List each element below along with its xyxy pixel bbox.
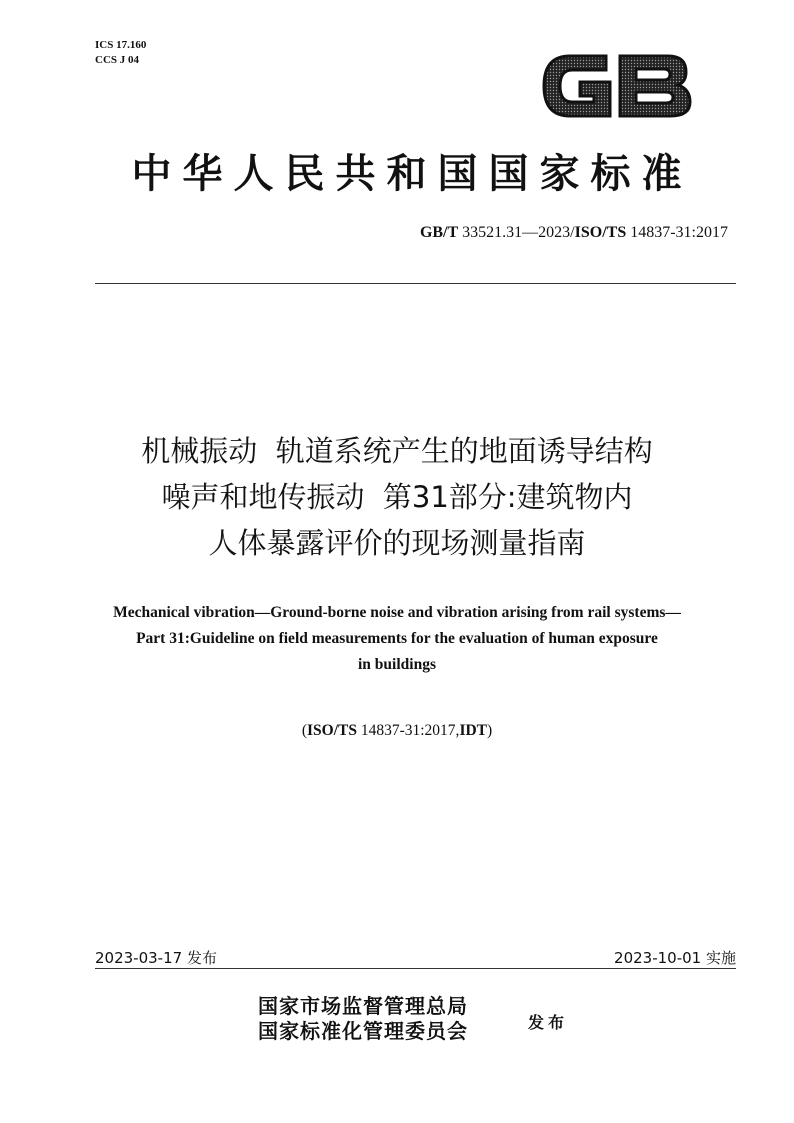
adoption-body: 14837-31:2017, [356, 722, 460, 739]
adoption-note [0, 722, 794, 740]
standard-prefix: GB/T [419, 224, 459, 241]
ccs-code: CCS J 04 [95, 54, 140, 66]
issuer-sac: 国家标准化管理委员会 [258, 1019, 468, 1043]
english-title [0, 600, 794, 678]
issuer-samr: 国家市场监督管理总局 [258, 994, 468, 1018]
adoption-idt: IDT [459, 722, 488, 739]
adoption-close: ) [487, 722, 493, 739]
footer-divider [95, 968, 736, 969]
issuing-authorities [258, 994, 468, 1044]
adoption-open: ( [301, 722, 307, 739]
iso-prefix: ISO/TS [574, 224, 627, 241]
issue-date: 2023-03-17 发布 [95, 949, 217, 967]
classification-codes [95, 38, 146, 68]
adoption-iso-prefix: ISO/TS [306, 722, 357, 739]
iso-body: 14837-31:2017 [626, 224, 728, 241]
chinese-title-line-1: 机械振动 轨道系统产生的地面诱导结构 [141, 434, 653, 468]
chinese-title-line-3: 人体暴露评价的现场测量指南 [208, 526, 586, 560]
standard-body: 33521.31—2023/ [458, 224, 575, 241]
standard-number [420, 224, 728, 242]
national-standard-heading: 中华人民共和国国家标准 [131, 150, 693, 197]
chinese-title [0, 428, 794, 566]
ics-code: ICS 17.160 [95, 39, 147, 51]
gb-logo [540, 44, 694, 128]
english-title-line-2: Part 31:Guideline on field measurements for the evaluation of human exposure [136, 630, 658, 647]
header-divider [95, 283, 736, 284]
english-title-line-1: Mechanical vibration—Ground-borne noise and vibration arising from rail systems— [113, 604, 681, 621]
publish-label: 发布 [528, 1013, 569, 1032]
chinese-title-line-2: 噪声和地传振动 第31部分:建筑物内 [161, 480, 633, 514]
implementation-date: 2023-10-01 实施 [614, 949, 736, 967]
english-title-line-3: in buildings [358, 656, 436, 673]
